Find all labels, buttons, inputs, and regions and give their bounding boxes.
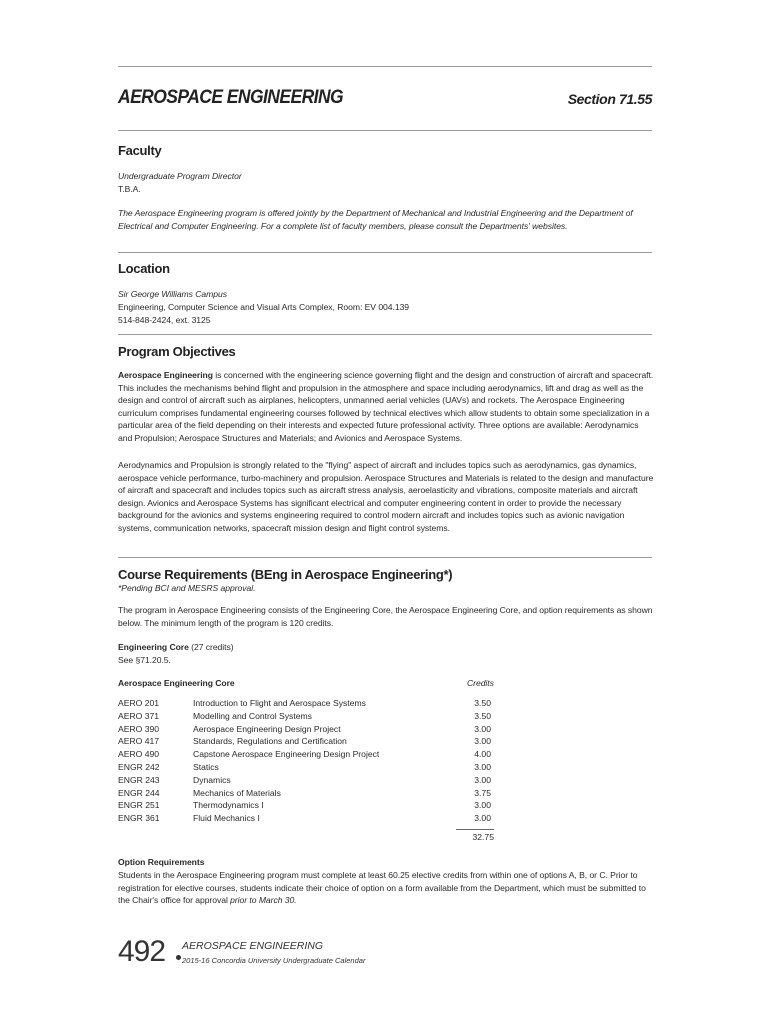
course-row	[118, 787, 491, 800]
course-title: Dynamics	[193, 774, 231, 785]
location-phone: 514-848-2424, ext. 3125	[118, 315, 211, 325]
course-title: Thermodynamics I	[193, 800, 264, 811]
course-title: Introduction to Flight and Aerospace Systems	[193, 698, 366, 708]
faculty-rule	[118, 252, 652, 253]
course-row	[118, 748, 491, 761]
course-row	[118, 812, 491, 825]
course-code: AERO 417	[118, 736, 160, 747]
total-rule	[456, 829, 494, 830]
course-credits: 3.00	[474, 800, 491, 811]
engineering-core-credits: (27 credits)	[188, 642, 234, 652]
aero-core-label: Aerospace Engineering Core	[118, 678, 235, 688]
course-title: Modelling and Control Systems	[193, 710, 312, 721]
objectives-rule	[118, 557, 652, 558]
engineering-core-line	[118, 641, 654, 654]
top-rule	[118, 66, 652, 67]
course-row	[118, 697, 491, 710]
course-row	[118, 799, 491, 812]
objectives-heading: Program Objectives	[118, 344, 236, 359]
course-credits: 3.75	[474, 787, 491, 798]
credits-label: Credits	[467, 678, 494, 688]
pending-note: *Pending BCI and MESRS approval.	[118, 583, 256, 593]
course-code: ENGR 244	[118, 787, 160, 798]
objectives-paragraph-1	[118, 369, 654, 445]
section-number: Section 71.55	[567, 91, 652, 107]
course-credits: 3.00	[474, 761, 491, 772]
course-title: Aerospace Engineering Design Project	[193, 723, 341, 734]
total-credits: 32.75	[472, 832, 494, 842]
page-title: AEROSPACE ENGINEERING	[118, 87, 344, 108]
objectives-text-1: is concerned with the engineering science governing flight and the design and construction of aircraft and spacecraft. This includes the mechanisms behind flight and propulsion in the atmosphere and space including aerodynamics, lift and drag as well as the design and control of aircraft such as airplanes, helicopters, unmanned aerial vehicles (UAVs) and rockets. The Aerospace Engineering curriculum comprises fundamental engineering courses followed by technical electives which allow students to obtain some specialization in a particular area of the field depending on their interests and expected future professional activity. Three options are available: Aerodynamics and Propulsion; Aerospace Structures and Materials; and Avionics and Aerospace Systems.	[118, 370, 654, 443]
course-title: Statics	[193, 761, 219, 772]
course-row	[118, 735, 491, 748]
course-credits: 3.00	[474, 723, 491, 734]
objectives-paragraph-2: Aerodynamics and Propulsion is strongly related to the "flying" aspect of aircraft and includes topics such as aerodynamics, gas dynamics, aerospace vehicle performance, turbo-machinery and propulsion. Aerospace Structures and Materials is related to the design and manufacture of aircraft and spacecraft and includes topics such as aircraft stress analysis, aeroelasticity and vibrations, composite materials and aircraft design. Avionics and Aerospace Systems has significant electrical and computer engineering content in order to provide the necessary background for the avionics and systems engineering required to control modern aircraft and includes topics such as avionic navigation systems, communication networks, spacecraft mission design and flight control systems.	[118, 460, 654, 533]
course-title: Fluid Mechanics I	[193, 813, 260, 824]
course-title: Capstone Aerospace Engineering Design Project	[193, 749, 380, 760]
course-row	[118, 723, 491, 736]
footer-bullet	[176, 955, 181, 960]
course-code: AERO 390	[118, 723, 160, 734]
header-rule	[118, 130, 652, 131]
course-code: AERO 490	[118, 749, 160, 760]
course-code: ENGR 251	[118, 800, 160, 811]
option-deadline: prior to March 30.	[230, 895, 297, 906]
footer-subtitle: 2015-16 Concordia University Undergraduate Calendar	[182, 956, 366, 965]
objectives-lead: Aerospace Engineering	[118, 370, 213, 380]
aero-core-table	[118, 697, 491, 825]
course-title: Mechanics of Materials	[193, 787, 281, 798]
course-row	[118, 761, 491, 774]
option-text	[118, 869, 654, 907]
engineering-core-label: Engineering Core	[118, 642, 189, 652]
course-credits: 3.50	[474, 698, 491, 708]
engineering-core-ref: See §71.20.5.	[118, 655, 171, 665]
course-title: Standards, Regulations and Certification	[193, 736, 347, 747]
requirements-heading: Course Requirements (BEng in Aerospace Engineering*)	[118, 567, 453, 582]
requirements-intro: The program in Aerospace Engineering consists of the Engineering Core, the Aerospace Engineering Core, and option requirements as shown below. The minimum length of the program is 120 credits.	[118, 605, 653, 628]
course-credits: 4.00	[474, 749, 491, 760]
course-row	[118, 774, 491, 787]
course-credits: 3.50	[474, 710, 491, 721]
course-code: ENGR 242	[118, 761, 160, 772]
course-row	[118, 710, 491, 723]
option-heading: Option Requirements	[118, 857, 205, 867]
course-credits: 3.00	[474, 774, 491, 785]
course-code: ENGR 243	[118, 774, 160, 785]
footer-title: AEROSPACE ENGINEERING	[182, 940, 324, 952]
course-code: ENGR 361	[118, 813, 160, 824]
faculty-name: T.B.A.	[118, 184, 141, 194]
option-body: Students in the Aerospace Engineering program must complete at least 60.25 elective credits from within one of options A, B, or C. Prior to registration for elective courses, students indicate their choice of option on a form available from the Department, which must be submitted to the Chair's office for approval	[118, 870, 646, 906]
faculty-note: The Aerospace Engineering program is offered jointly by the Department of Mechanical and Industrial Engineering and the Department of Electrical and Computer Engineering. For a complete list of faculty members, please consult the Departments' websites.	[118, 208, 633, 231]
page-number: 492	[118, 935, 166, 968]
course-credits: 3.00	[474, 736, 491, 747]
course-credits: 3.00	[474, 813, 491, 824]
course-code: AERO 371	[118, 710, 160, 721]
faculty-role: Undergraduate Program Director	[118, 171, 242, 181]
location-rule	[118, 334, 652, 335]
location-campus: Sir George Williams Campus	[118, 289, 227, 299]
location-heading: Location	[118, 261, 170, 276]
course-code: AERO 201	[118, 698, 160, 708]
faculty-heading: Faculty	[118, 143, 162, 158]
location-building: Engineering, Computer Science and Visual Arts Complex, Room: EV 004.139	[118, 302, 410, 312]
